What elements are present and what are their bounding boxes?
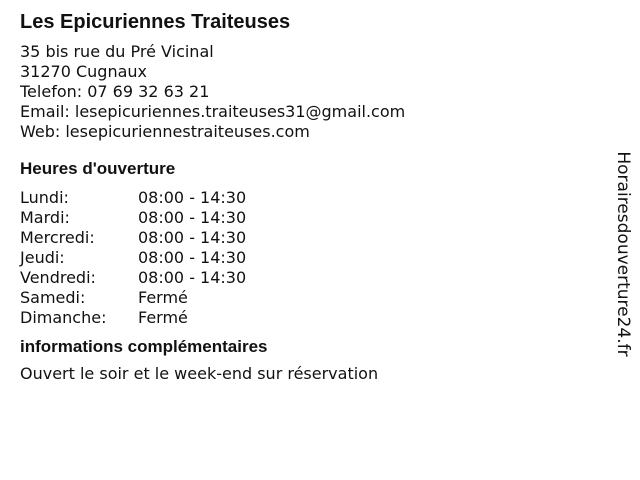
hours-row-saturday [20, 288, 600, 308]
address-street: 35 bis rue du Pré Vicinal [20, 42, 214, 61]
hours-day: Dimanche: [20, 308, 107, 327]
hours-row-thursday [20, 248, 600, 268]
hours-time: 08:00 - 14:30 [138, 208, 247, 227]
info-text: Ouvert le soir et le week-end sur réservation [20, 364, 379, 383]
hours-row-sunday [20, 308, 600, 328]
business-card [20, 8, 600, 384]
hours-heading: Heures d'ouverture [20, 159, 176, 178]
hours-row-friday [20, 268, 600, 288]
hours-time: 08:00 - 14:30 [138, 248, 247, 267]
contact-block [20, 42, 600, 142]
hours-time: 08:00 - 14:30 [138, 188, 247, 207]
business-name: Les Epicuriennes Traiteuses [20, 11, 291, 33]
hours-time: Fermé [138, 308, 188, 327]
hours-time: 08:00 - 14:30 [138, 228, 247, 247]
hours-day: Mardi: [20, 208, 70, 227]
address-city: 31270 Cugnaux [20, 62, 148, 81]
hours-row-tuesday [20, 208, 600, 228]
email-line: Email: lesepicuriennes.traiteuses31@gmail.com [20, 102, 406, 121]
hours-time: 08:00 - 14:30 [138, 268, 247, 287]
web-line: Web: lesepicuriennestraiteuses.com [20, 122, 310, 141]
hours-table [20, 188, 600, 328]
hours-day: Jeudi: [20, 248, 65, 267]
side-brand-watermark: Horairesdouverture24.fr [613, 151, 633, 357]
hours-day: Vendredi: [20, 268, 96, 287]
hours-row-monday [20, 188, 600, 208]
hours-time: Fermé [138, 288, 188, 307]
hours-row-wednesday [20, 228, 600, 248]
hours-day: Lundi: [20, 188, 69, 207]
hours-day: Samedi: [20, 288, 86, 307]
info-heading: informations complémentaires [20, 337, 268, 356]
hours-day: Mercredi: [20, 228, 95, 247]
phone-line: Telefon: 07 69 32 63 21 [20, 82, 210, 101]
